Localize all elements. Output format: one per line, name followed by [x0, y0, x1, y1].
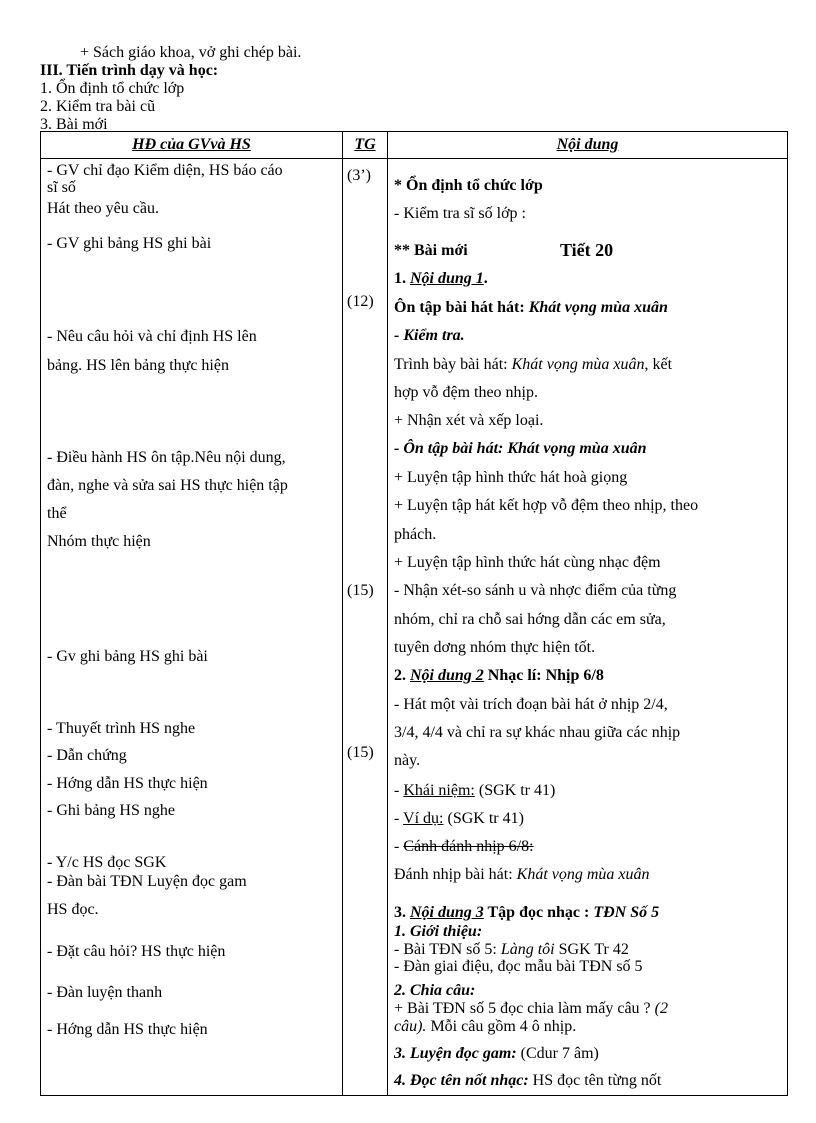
- text-part: Ví dụ:: [403, 810, 444, 827]
- lesson-number: Tiết 20: [560, 240, 614, 260]
- content-line: [394, 941, 629, 959]
- content-line: [394, 866, 650, 884]
- left-line: Nhóm thực hiện: [47, 533, 151, 550]
- content-line: + Luyện tập hình thức hát hoà giọng: [394, 469, 628, 486]
- text-part: Khát vọng mùa xuân: [511, 356, 645, 373]
- time-value: (15): [347, 744, 374, 761]
- table-body-row: [41, 159, 788, 1096]
- header-activities: HĐ của GVvà HS: [41, 132, 343, 159]
- header-time: TG: [343, 132, 388, 159]
- text-part: 1.: [394, 270, 410, 287]
- content-line: - Ôn tập bài hát: Khát vọng mùa xuân: [394, 440, 647, 457]
- table-header-row: [41, 132, 788, 159]
- text-part: Mỗi câu gồm 4 ô nhịp.: [426, 1018, 577, 1035]
- content-line: 2. Chia câu:: [394, 982, 476, 999]
- step-1: 1. Ổn định tổ chức lớp: [40, 80, 185, 97]
- content-line: - Đàn giai điệu, đọc mẫu bài TĐN số 5: [394, 958, 643, 975]
- content-line: - Kiểm tra.: [394, 327, 465, 344]
- left-line: - Đàn luyện thanh: [47, 984, 163, 1001]
- content-line: [394, 299, 668, 317]
- text-part: (SGK tr 41): [443, 810, 524, 827]
- left-line: - Y/c HS đọc SGK: [47, 854, 167, 871]
- content-line: [394, 1045, 599, 1063]
- content-line: * Ổn định tổ chức lớp: [394, 177, 543, 194]
- text-part: (Cdur 7 âm): [516, 1045, 599, 1062]
- text-part: Cánh đánh nhịp 6/8:: [403, 838, 534, 855]
- left-line: thể: [47, 505, 67, 522]
- text-part: HS đọc tên từng nốt: [528, 1072, 662, 1089]
- left-line: Hát theo yêu cầu.: [47, 200, 159, 217]
- left-line: - Hớng dẫn HS thực hiện: [47, 775, 208, 792]
- text-part: Khát vọng mùa xuân: [528, 299, 668, 316]
- activities-cell: [41, 159, 343, 1096]
- text-part: Làng tôi: [500, 941, 555, 958]
- content-line: - Kiểm tra sĩ số lớp :: [394, 205, 526, 222]
- content-line: tuyên dơng nhóm thực hiện tốt.: [394, 639, 596, 656]
- left-line: - Đàn bài TĐN Luyện đọc gam: [47, 873, 247, 890]
- left-line: - Ghi bảng HS nghe: [47, 802, 175, 819]
- content-line: [394, 270, 488, 288]
- left-line: - GV chỉ đạo Kiểm diện, HS báo cáo: [47, 162, 283, 179]
- left-line: - Gv ghi bảng HS ghi bài: [47, 648, 208, 665]
- text-part: Trình bày bài hát:: [394, 356, 512, 373]
- left-line: sĩ số: [47, 179, 76, 196]
- left-line: - Dẫn chứng: [47, 747, 127, 764]
- text-part: (SGK tr 41): [474, 782, 556, 799]
- time-value: (3’): [347, 167, 371, 184]
- text-part: Nội dung 2: [410, 667, 484, 684]
- content-line: [394, 1018, 576, 1036]
- content-line: này.: [394, 752, 421, 769]
- left-line: - Đặt câu hỏi? HS thực hiện: [47, 943, 226, 960]
- text-part: 3.: [394, 904, 410, 921]
- text-part: Tập đọc nhạc :: [483, 904, 594, 921]
- text-part: -: [394, 782, 404, 799]
- content-line: phách.: [394, 526, 437, 543]
- text-part: - Bài TĐN số 5:: [394, 941, 501, 958]
- left-line: đàn, nghe và sửa sai HS thực hiện tập: [47, 477, 288, 494]
- content-line: 3/4, 4/4 và chỉ ra sự khác nhau giữa các nhịp: [394, 724, 681, 741]
- text-part: (2: [654, 1000, 668, 1017]
- text-part: Đánh nhịp bài hát:: [394, 866, 517, 883]
- content-line: [394, 667, 604, 685]
- content-cell: [388, 159, 788, 1096]
- content-line: [394, 904, 659, 922]
- time-value: (12): [347, 293, 374, 310]
- content-line: [394, 838, 534, 856]
- text-part: TĐN Số 5: [593, 904, 660, 921]
- lesson-table: [40, 131, 788, 1096]
- text-part: câu).: [394, 1018, 427, 1035]
- text-part: Nội dung 3: [410, 904, 484, 921]
- section-heading: III. Tiến trình dạy và học:: [40, 62, 219, 79]
- left-line: - Thuyết trình HS nghe: [47, 720, 196, 737]
- content-line: hợp vỗ đệm theo nhịp.: [394, 384, 538, 401]
- text-part: Nhạc lí: Nhịp 6/8: [483, 667, 604, 684]
- text-part: Khát vọng mùa xuân: [516, 866, 650, 883]
- text-part: Khái niệm:: [403, 782, 475, 799]
- left-line: - Nêu câu hỏi và chỉ định HS lên: [47, 328, 257, 345]
- left-line: HS đọc.: [47, 901, 99, 918]
- text-part: Ôn tập bài hát hát:: [394, 299, 529, 316]
- left-line: - GV ghi bảng HS ghi bài: [47, 235, 212, 252]
- materials-line: + Sách giáo khoa, vở ghi chép bài.: [80, 44, 302, 61]
- content-line: + Luyện tập hát kết hợp vỗ đệm theo nhịp, theo: [394, 497, 699, 514]
- text-part: .: [483, 270, 488, 287]
- text-part: -: [394, 810, 404, 827]
- time-cell: [343, 159, 388, 1096]
- content-line: nhóm, chỉ ra chỗ sai hớng dẫn các em sửa,: [394, 611, 666, 628]
- step-2: 2. Kiểm tra bài cũ: [40, 98, 156, 115]
- content-line: [394, 356, 672, 374]
- step-3: 3. Bài mới: [40, 116, 108, 133]
- time-value: (15): [347, 582, 374, 599]
- content-line: 1. Giới thiệu:: [394, 923, 483, 940]
- left-line: - Điều hành HS ôn tập.Nêu nội dung,: [47, 449, 286, 466]
- text-part: 3. Luyện đọc gam:: [394, 1045, 517, 1062]
- content-line: - Nhận xét-so sánh u và nhợc điểm của từng: [394, 582, 677, 599]
- text-part: SGK Tr 42: [554, 941, 629, 958]
- content-line: + Luyện tập hình thức hát cùng nhạc đệm: [394, 554, 661, 571]
- left-line: bảng. HS lên bảng thực hiện: [47, 357, 229, 374]
- content-line: - Hát một vài trích đoạn bài hát ở nhịp 2/4,: [394, 696, 668, 713]
- text-part: Nội dung 1: [410, 270, 484, 287]
- text-part: 4. Đọc tên nốt nhạc:: [394, 1072, 529, 1089]
- left-line: - Hớng dẫn HS thực hiện: [47, 1021, 208, 1038]
- content-line: [394, 782, 555, 800]
- text-part: , kết: [644, 356, 673, 373]
- content-line: ** Bài mới: [394, 242, 468, 259]
- content-line: [394, 1000, 668, 1018]
- text-part: 2.: [394, 667, 410, 684]
- text-part: -: [394, 838, 404, 855]
- content-line: [394, 1072, 661, 1090]
- content-line: + Nhận xét và xếp loại.: [394, 412, 544, 429]
- text-part: + Bài TĐN số 5 đọc chia làm mấy câu ?: [394, 1000, 655, 1017]
- header-content: Nội dung: [388, 132, 788, 159]
- content-line: [394, 810, 524, 828]
